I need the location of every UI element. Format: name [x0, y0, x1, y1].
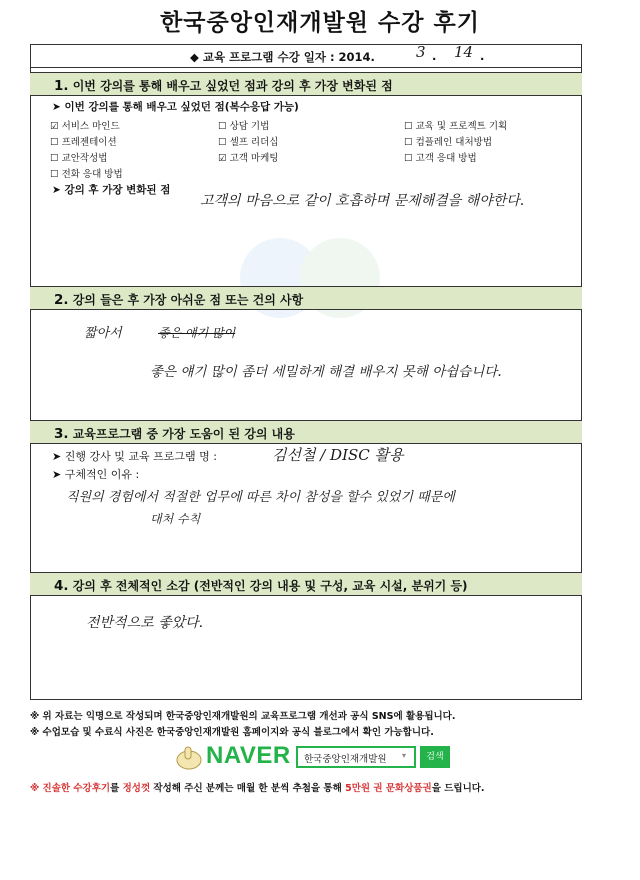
- section1-header: [30, 72, 582, 96]
- section3-q2: [52, 466, 139, 482]
- naver-search-input[interactable]: [296, 746, 416, 768]
- option-consulting[interactable]: ☐ 상담 기법: [218, 121, 270, 132]
- section4-header: [30, 572, 582, 596]
- section2-answer: 좋은 얘기 많이 좀더 세밀하게 해결 배우지 못해 아쉽습니다.: [150, 364, 502, 380]
- section3-number: 3.: [54, 426, 69, 442]
- note-prize-highlight2: 정성껏: [122, 783, 151, 794]
- dropdown-arrow-icon[interactable]: ▾: [402, 751, 407, 760]
- section4-number: 4.: [54, 578, 69, 594]
- option-self-leadership[interactable]: ☐ 셀프 리더십: [218, 137, 279, 148]
- checkbox-icon[interactable]: ☐: [50, 153, 59, 164]
- note-prize-highlight3: 5만원 권 문화상품권: [345, 783, 432, 794]
- option-presentation[interactable]: ☐ 프레젠테이션: [50, 137, 117, 148]
- section3-a2-insert: 대처 수칙: [150, 512, 201, 526]
- watermark-logo-icon: [210, 228, 410, 328]
- date-day: 14: [454, 43, 474, 61]
- section1-sub1-label: 이번 강의를 통해 배우고 싶었던 점(복수응답 가능): [64, 101, 299, 113]
- note-photos: ※ 수업모습 및 수료식 사진은 한국중앙인재개발원 홈페이지와 공식 블로그에서 확인 가능합니다.: [30, 727, 434, 738]
- checkbox-icon[interactable]: ☐: [218, 137, 227, 148]
- section3-q1: [52, 448, 217, 464]
- note-prize: [30, 780, 485, 794]
- checkbox-icon[interactable]: ☐: [404, 121, 413, 132]
- section1-answer: 고객의 마음으로 같이 호흡하며 문제해결을 해야한다.: [200, 193, 525, 209]
- date-row: [30, 44, 582, 68]
- option-service-mind[interactable]: ☑ 서비스 마인드: [50, 121, 120, 132]
- section1-sub1: [52, 99, 299, 114]
- section1-number: 1.: [54, 78, 69, 94]
- checkbox-checked-icon[interactable]: ☑: [50, 121, 59, 132]
- section2-answer-prefix: 짧아서: [84, 326, 122, 341]
- arrow-right-icon: ➤: [52, 184, 61, 196]
- section3-heading: 교육프로그램 중 가장 도움이 된 강의 내용: [72, 427, 295, 441]
- section2-number: 2.: [54, 292, 69, 308]
- naver-logo: [172, 742, 290, 772]
- arrow-right-icon: ➤: [52, 450, 62, 463]
- checkbox-checked-icon[interactable]: ☑: [218, 153, 227, 164]
- section3-a1: 김선철 / DISC 활용: [272, 446, 404, 464]
- checkbox-icon[interactable]: ☐: [50, 169, 59, 180]
- note-prize-text3: 을 드립니다.: [431, 783, 485, 794]
- option-customer-marketing[interactable]: ☑ 고객 마케팅: [218, 153, 279, 164]
- checkbox-icon[interactable]: ☐: [218, 121, 227, 132]
- section3-q2-label: 구체적인 이유 :: [64, 468, 140, 481]
- section3-q1-label: 진행 강사 및 교육 프로그램 명 :: [64, 450, 217, 463]
- option-project-planning[interactable]: ☐ 교육 및 프로젝트 기획: [404, 121, 508, 132]
- checkbox-icon[interactable]: ☐: [404, 153, 413, 164]
- date-month: 3: [416, 43, 426, 61]
- section1-sub2: [52, 182, 170, 197]
- option-lesson-plan[interactable]: ☐ 교안작성법: [50, 153, 108, 164]
- date-end: .: [480, 49, 485, 63]
- section4-answer: 전반적으로 좋았다.: [86, 615, 204, 631]
- note-prize-text1: 를: [110, 783, 123, 794]
- note-prize-text2: 작성해 주신 분께는 매월 한 분씩 추첨을 통해: [150, 783, 346, 794]
- section1-sub2-label: 강의 후 가장 변화된 점: [64, 184, 171, 196]
- form-title: 한국중앙인재개발원 수강 후기: [160, 10, 480, 36]
- hand-pointer-icon: [174, 744, 204, 770]
- section1-heading: 이번 강의를 통해 배우고 싶었던 점과 강의 후 가장 변화된 점: [72, 79, 393, 93]
- naver-logo-text: NAVER: [206, 742, 291, 769]
- note-prize-highlight1: ※ 진솔한 수강후기: [30, 783, 111, 794]
- option-phone-service[interactable]: ☐ 전화 응대 방법: [50, 169, 123, 180]
- checkbox-icon[interactable]: ☐: [50, 137, 59, 148]
- date-dot: .: [432, 49, 437, 63]
- date-label: ◆ 교육 프로그램 수강 일자 : 2014.: [190, 50, 375, 64]
- option-complaint[interactable]: ☐ 컴플레인 대처방법: [404, 137, 492, 148]
- section3-header: [30, 420, 582, 444]
- arrow-right-icon: ➤: [52, 468, 62, 481]
- section3-a2: 직원의 경험에서 적절한 업무에 따른 차이 참성을 할수 있었기 때문에: [66, 490, 455, 505]
- checkbox-icon[interactable]: ☐: [404, 137, 413, 148]
- section4-heading: 강의 후 전체적인 소감 (전반적인 강의 내용 및 구성, 교육 시설, 분위기 등): [72, 579, 468, 593]
- naver-search-button[interactable]: 검색: [420, 746, 450, 768]
- option-customer-service[interactable]: ☐ 고객 응대 방법: [404, 153, 477, 164]
- section2-heading: 강의 들은 후 가장 아쉬운 점 또는 건의 사항: [72, 293, 304, 307]
- section2-answer-struck: 좋은 얘기 많이: [158, 326, 236, 340]
- section2-header: [30, 286, 582, 310]
- arrow-right-icon: ➤: [52, 101, 61, 113]
- naver-search-value: 한국중앙인재개발원: [304, 754, 387, 765]
- note-anonymous: ※ 위 자료는 익명으로 작성되며 한국중앙인재개발원의 교육프로그램 개선과 공식 SNS에 활용됩니다.: [30, 711, 456, 722]
